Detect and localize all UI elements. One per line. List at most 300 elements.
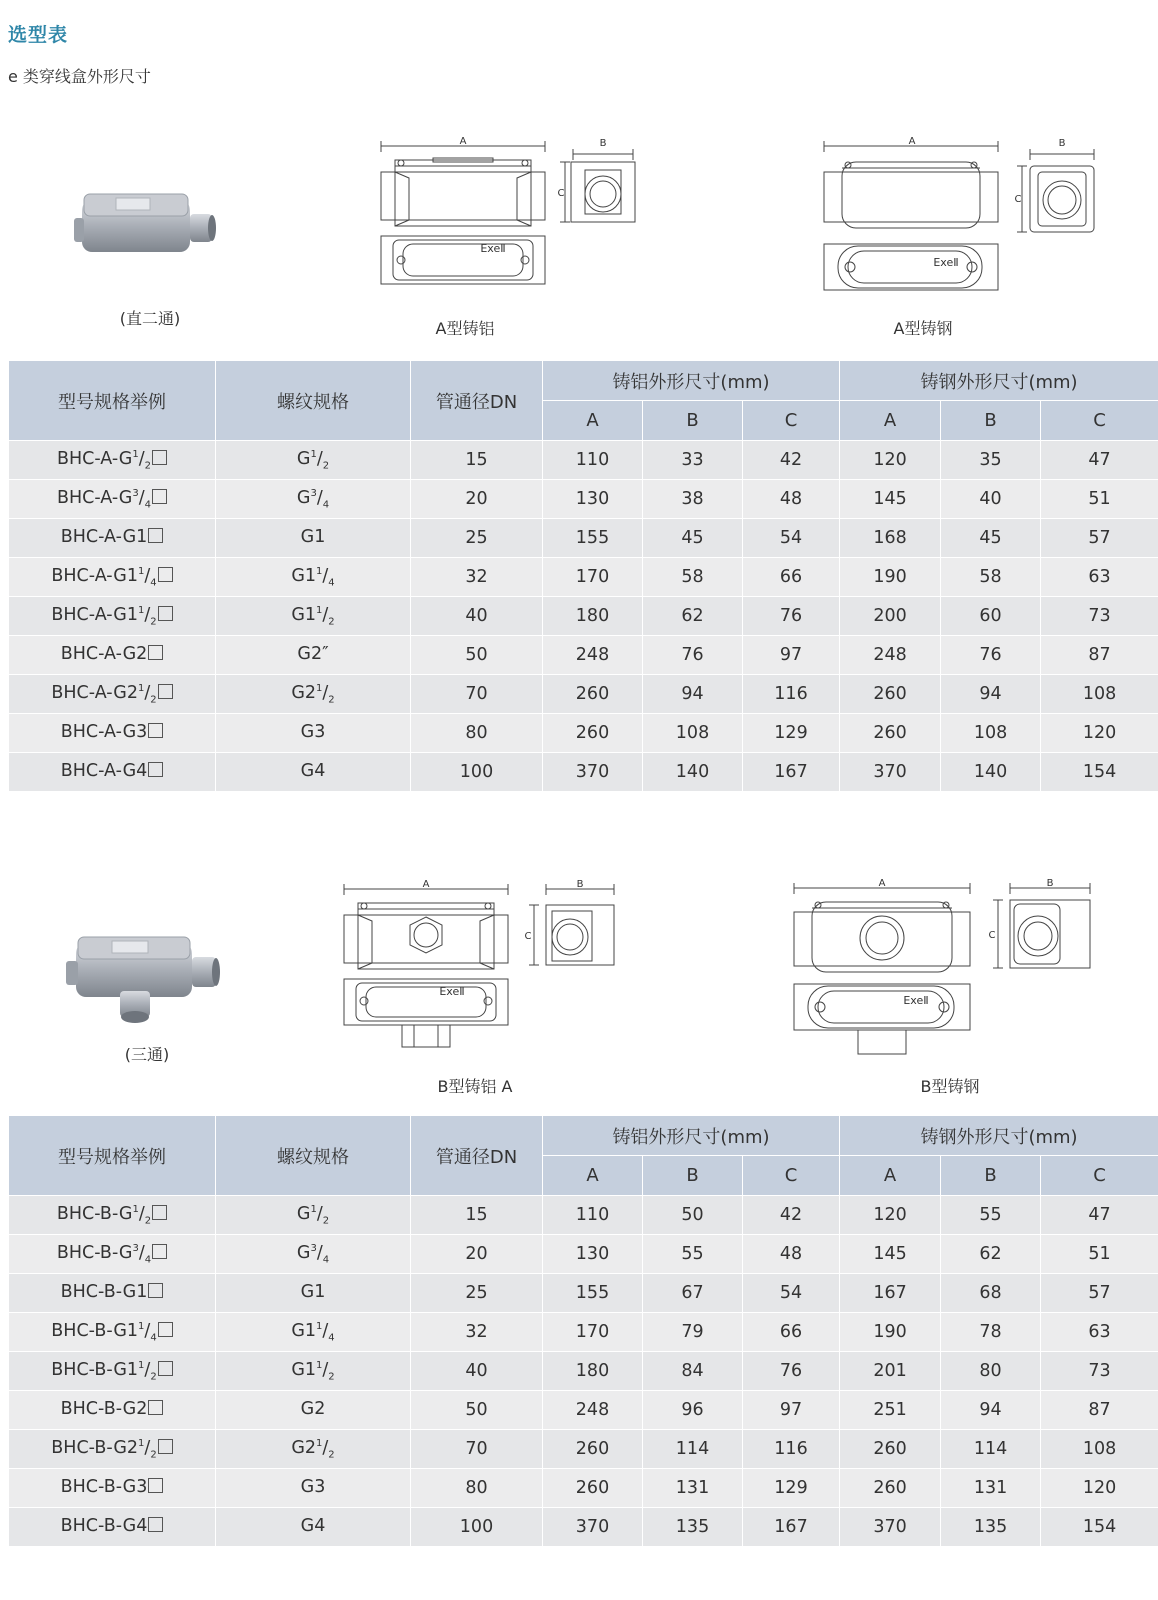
model-text bbox=[51, 1437, 157, 1461]
header-al-c: C bbox=[743, 401, 840, 441]
dim-label-c: C bbox=[524, 931, 532, 942]
table-row bbox=[9, 1391, 1158, 1430]
model-denominator: 2 bbox=[144, 460, 152, 472]
model-text bbox=[56, 448, 152, 472]
cell-model bbox=[9, 597, 216, 636]
cell-al-b: 45 bbox=[643, 519, 743, 558]
model-text bbox=[61, 644, 148, 664]
cell-thread bbox=[216, 441, 411, 480]
table-row bbox=[9, 1508, 1158, 1547]
placeholder-box-icon bbox=[158, 684, 173, 699]
dim-label-a: A bbox=[422, 879, 430, 890]
cell-al-b: 84 bbox=[643, 1352, 743, 1391]
cell-st-b: 135 bbox=[941, 1508, 1041, 1547]
model-numerator: 3 bbox=[132, 487, 139, 499]
cell-al-c: 116 bbox=[743, 1430, 840, 1469]
model-integer: 3 bbox=[136, 721, 148, 742]
cell-thread bbox=[216, 597, 411, 636]
cell-model bbox=[9, 1313, 216, 1352]
cell-al-a: 180 bbox=[543, 1352, 643, 1391]
table-b-body bbox=[9, 1196, 1158, 1547]
model-base: BHC-B-G bbox=[60, 1476, 137, 1497]
thread-text bbox=[301, 1282, 326, 1302]
thread-base: G bbox=[300, 760, 315, 781]
model-numerator: 1 bbox=[138, 1320, 145, 1332]
thread-integer: 4 bbox=[314, 1515, 326, 1536]
model-integer: 1 bbox=[126, 1320, 139, 1341]
thread-base: G bbox=[296, 448, 311, 469]
model-integer: 2 bbox=[126, 682, 138, 703]
cell-dn: 80 bbox=[411, 714, 543, 753]
cell-dn: 70 bbox=[411, 675, 543, 714]
cell-al-a: 260 bbox=[543, 714, 643, 753]
cell-st-c: 87 bbox=[1041, 636, 1158, 675]
cell-al-b: 135 bbox=[643, 1508, 743, 1547]
drawing-b-steel bbox=[788, 872, 1108, 1062]
model-base: BHC-B-G bbox=[56, 1242, 133, 1263]
cell-st-b: 80 bbox=[941, 1352, 1041, 1391]
cell-thread bbox=[216, 675, 411, 714]
header-st-a: A bbox=[840, 401, 941, 441]
model-numerator: 1 bbox=[138, 1359, 145, 1371]
cell-al-c: 48 bbox=[743, 480, 840, 519]
thread-numerator: 1 bbox=[316, 565, 323, 577]
header-aluminum: 铸铝外形尺寸(mm) bbox=[543, 361, 840, 401]
cell-al-c: 66 bbox=[743, 1313, 840, 1352]
cell-al-b: 96 bbox=[643, 1391, 743, 1430]
thread-base: G bbox=[300, 526, 315, 547]
cell-dn: 20 bbox=[411, 1235, 543, 1274]
cell-al-a: 370 bbox=[543, 1508, 643, 1547]
cell-st-a: 260 bbox=[840, 1469, 941, 1508]
cell-st-c: 63 bbox=[1041, 1313, 1158, 1352]
cell-al-b: 33 bbox=[643, 441, 743, 480]
cell-al-b: 76 bbox=[643, 636, 743, 675]
cell-st-b: 60 bbox=[941, 597, 1041, 636]
cell-st-b: 94 bbox=[941, 1391, 1041, 1430]
cell-thread bbox=[216, 714, 411, 753]
model-base: BHC-B-G bbox=[60, 1515, 137, 1536]
dim-label-b: B bbox=[576, 879, 584, 890]
model-text bbox=[51, 1359, 157, 1383]
table-row bbox=[9, 714, 1158, 753]
cell-thread bbox=[216, 636, 411, 675]
page-subtitle: e 类穿线盒外形尺寸 bbox=[8, 67, 151, 86]
thread-integer: 2 bbox=[304, 1437, 317, 1458]
model-text bbox=[61, 722, 148, 742]
model-base: BHC-A-G bbox=[60, 721, 137, 742]
model-text bbox=[61, 1477, 148, 1497]
thread-text bbox=[297, 644, 328, 664]
caption-b-steel: B型铸钢 bbox=[920, 1077, 980, 1096]
thread-slash: / bbox=[322, 1359, 329, 1380]
table-row bbox=[9, 675, 1158, 714]
placeholder-box-icon bbox=[148, 1400, 163, 1415]
header-thread: 螺纹规格 bbox=[216, 361, 411, 441]
dim-label-a: A bbox=[878, 878, 886, 889]
cell-al-b: 108 bbox=[643, 714, 743, 753]
table-row bbox=[9, 1352, 1158, 1391]
thread-base: G bbox=[296, 1242, 311, 1263]
thread-text bbox=[296, 1203, 330, 1227]
table-row bbox=[9, 558, 1158, 597]
cell-st-a: 120 bbox=[840, 1196, 941, 1235]
model-integer: 2 bbox=[136, 643, 148, 664]
cell-st-c: 120 bbox=[1041, 1469, 1158, 1508]
thread-integer: 1 bbox=[304, 565, 317, 586]
header-st-b: B bbox=[941, 1156, 1041, 1196]
cell-st-b: 131 bbox=[941, 1469, 1041, 1508]
cell-al-c: 48 bbox=[743, 1235, 840, 1274]
thread-base: G bbox=[291, 1359, 305, 1380]
cell-al-c: 167 bbox=[743, 753, 840, 792]
table-row bbox=[9, 1313, 1158, 1352]
model-numerator: 1 bbox=[137, 565, 145, 577]
dim-label-c: C bbox=[988, 930, 996, 941]
cell-al-b: 79 bbox=[643, 1313, 743, 1352]
model-slash: / bbox=[144, 1437, 151, 1458]
dim-label-c: C bbox=[557, 188, 565, 199]
cell-st-b: 114 bbox=[941, 1430, 1041, 1469]
cell-dn: 40 bbox=[411, 1352, 543, 1391]
table-row bbox=[9, 1274, 1158, 1313]
cell-st-a: 190 bbox=[840, 558, 941, 597]
model-text bbox=[56, 1242, 152, 1266]
cell-st-c: 51 bbox=[1041, 480, 1158, 519]
cell-st-c: 108 bbox=[1041, 1430, 1158, 1469]
placeholder-box-icon bbox=[148, 1517, 163, 1532]
cell-st-a: 201 bbox=[840, 1352, 941, 1391]
model-denominator: 2 bbox=[150, 616, 157, 628]
model-text bbox=[61, 1399, 148, 1419]
photo-caption-straight: (直二通) bbox=[119, 309, 181, 328]
placeholder-box-icon bbox=[148, 1478, 163, 1493]
thread-slash: / bbox=[322, 1320, 329, 1341]
cell-dn: 100 bbox=[411, 753, 543, 792]
model-slash: / bbox=[138, 1203, 145, 1224]
thread-slash: / bbox=[316, 487, 323, 508]
model-integer: 1 bbox=[126, 565, 138, 586]
product-photo-tee bbox=[62, 925, 232, 1030]
cell-thread bbox=[216, 1274, 411, 1313]
model-slash: / bbox=[138, 487, 145, 508]
thread-integer: 3 bbox=[314, 1476, 326, 1497]
cell-st-a: 251 bbox=[840, 1391, 941, 1430]
thread-numerator: 1 bbox=[316, 1359, 323, 1371]
dim-label-b: B bbox=[1046, 878, 1054, 889]
thread-integer: 1 bbox=[314, 526, 326, 547]
cell-dn: 15 bbox=[411, 1196, 543, 1235]
cell-thread bbox=[216, 519, 411, 558]
thread-denominator: 2 bbox=[322, 460, 330, 472]
thread-base: G bbox=[297, 643, 311, 664]
thread-base: G bbox=[300, 1476, 315, 1497]
model-denominator: 2 bbox=[150, 1449, 157, 1461]
model-base: BHC-A-G bbox=[60, 526, 137, 547]
model-slash: / bbox=[144, 682, 151, 703]
thread-numerator: 1 bbox=[316, 1320, 323, 1332]
drawing-b-aluminum bbox=[338, 875, 628, 1055]
cell-st-c: 120 bbox=[1041, 714, 1158, 753]
spec-table-b bbox=[8, 1115, 1158, 1547]
placeholder-box-icon bbox=[158, 606, 173, 621]
cell-st-b: 62 bbox=[941, 1235, 1041, 1274]
cell-st-c: 73 bbox=[1041, 1352, 1158, 1391]
thread-slash: / bbox=[316, 1203, 323, 1224]
cell-model bbox=[9, 1469, 216, 1508]
cell-al-a: 130 bbox=[543, 1235, 643, 1274]
placeholder-box-icon bbox=[148, 723, 163, 738]
cell-al-c: 116 bbox=[743, 675, 840, 714]
cell-al-a: 370 bbox=[543, 753, 643, 792]
cell-st-b: 55 bbox=[941, 1196, 1041, 1235]
cell-st-c: 51 bbox=[1041, 1235, 1158, 1274]
table-row bbox=[9, 636, 1158, 675]
model-slash: / bbox=[144, 565, 151, 586]
cell-model bbox=[9, 675, 216, 714]
thread-slash: / bbox=[322, 1437, 329, 1458]
cell-al-b: 94 bbox=[643, 675, 743, 714]
thread-text bbox=[291, 1359, 335, 1383]
model-base: BHC-B-G bbox=[51, 1437, 127, 1458]
cell-al-c: 129 bbox=[743, 714, 840, 753]
cell-model bbox=[9, 519, 216, 558]
model-slash: / bbox=[144, 1359, 151, 1380]
cell-dn: 50 bbox=[411, 1391, 543, 1430]
cell-model bbox=[9, 1352, 216, 1391]
model-slash: / bbox=[138, 1242, 145, 1263]
model-denominator: 4 bbox=[150, 1332, 157, 1344]
dim-label-a: A bbox=[908, 136, 916, 147]
cell-al-b: 131 bbox=[643, 1469, 743, 1508]
model-integer: 1 bbox=[126, 1359, 139, 1380]
model-base: BHC-B-G bbox=[51, 1320, 127, 1341]
cell-al-b: 140 bbox=[643, 753, 743, 792]
model-text bbox=[51, 604, 157, 628]
placeholder-box-icon bbox=[152, 1205, 167, 1220]
cell-al-b: 114 bbox=[643, 1430, 743, 1469]
cell-thread bbox=[216, 1508, 411, 1547]
cell-st-a: 370 bbox=[840, 1508, 941, 1547]
cell-al-c: 54 bbox=[743, 519, 840, 558]
header-aluminum: 铸铝外形尺寸(mm) bbox=[543, 1116, 840, 1156]
cell-st-b: 78 bbox=[941, 1313, 1041, 1352]
model-base: BHC-A-G bbox=[60, 643, 137, 664]
cell-st-c: 108 bbox=[1041, 675, 1158, 714]
table-row bbox=[9, 1235, 1158, 1274]
cell-st-b: 68 bbox=[941, 1274, 1041, 1313]
model-integer: 1 bbox=[136, 526, 148, 547]
thread-denominator: 2 bbox=[328, 616, 335, 628]
cell-al-b: 62 bbox=[643, 597, 743, 636]
model-slash: / bbox=[138, 448, 145, 469]
model-numerator: 1 bbox=[132, 1203, 139, 1215]
cell-dn: 25 bbox=[411, 1274, 543, 1313]
model-text bbox=[61, 527, 148, 547]
cell-st-b: 140 bbox=[941, 753, 1041, 792]
model-numerator: 1 bbox=[137, 604, 145, 616]
cell-model bbox=[9, 480, 216, 519]
thread-integer: 1 bbox=[304, 1320, 317, 1341]
cell-model bbox=[9, 1508, 216, 1547]
cell-st-c: 47 bbox=[1041, 441, 1158, 480]
cell-al-a: 155 bbox=[543, 519, 643, 558]
model-base: BHC-A-G bbox=[56, 448, 133, 469]
model-text bbox=[51, 1320, 157, 1344]
photo-caption-tee: (三通) bbox=[124, 1045, 170, 1064]
header-model: 型号规格举例 bbox=[9, 1116, 216, 1196]
thread-text bbox=[301, 1477, 326, 1497]
model-text bbox=[61, 1282, 148, 1302]
cell-al-a: 170 bbox=[543, 1313, 643, 1352]
dim-label-b: B bbox=[1058, 138, 1066, 149]
caption-b-aluminum: B型铸铝 A bbox=[437, 1077, 513, 1096]
cell-model bbox=[9, 714, 216, 753]
cell-thread bbox=[216, 1391, 411, 1430]
cell-al-a: 260 bbox=[543, 675, 643, 714]
cell-st-b: 45 bbox=[941, 519, 1041, 558]
cell-st-c: 57 bbox=[1041, 519, 1158, 558]
cell-st-b: 94 bbox=[941, 675, 1041, 714]
placeholder-box-icon bbox=[148, 528, 163, 543]
placeholder-box-icon bbox=[152, 489, 167, 504]
cell-model bbox=[9, 1391, 216, 1430]
model-numerator: 1 bbox=[138, 1437, 145, 1449]
model-text bbox=[51, 682, 157, 706]
thread-slash: / bbox=[316, 1242, 323, 1263]
thread-integer: 1 bbox=[304, 1359, 317, 1380]
model-integer: 4 bbox=[136, 760, 148, 781]
cell-dn: 32 bbox=[411, 1313, 543, 1352]
model-base: BHC-A-G bbox=[60, 760, 137, 781]
model-base: BHC-B-G bbox=[51, 1359, 127, 1380]
cell-dn: 25 bbox=[411, 519, 543, 558]
model-text bbox=[56, 1203, 152, 1227]
cell-st-b: 76 bbox=[941, 636, 1041, 675]
cell-al-c: 54 bbox=[743, 1274, 840, 1313]
thread-base: G bbox=[291, 565, 305, 586]
thread-base: G bbox=[291, 1437, 305, 1458]
thread-slash: / bbox=[316, 448, 323, 469]
thread-slash: / bbox=[322, 565, 329, 586]
cell-st-b: 108 bbox=[941, 714, 1041, 753]
placeholder-box-icon bbox=[158, 1361, 173, 1376]
table-row bbox=[9, 1469, 1158, 1508]
cell-st-b: 40 bbox=[941, 480, 1041, 519]
cell-st-a: 248 bbox=[840, 636, 941, 675]
header-al-c: C bbox=[743, 1156, 840, 1196]
drawing-a-steel bbox=[818, 132, 1108, 297]
cell-dn: 80 bbox=[411, 1469, 543, 1508]
cell-dn: 32 bbox=[411, 558, 543, 597]
model-integer: 4 bbox=[136, 1515, 148, 1536]
model-base: BHC-B-G bbox=[60, 1398, 137, 1419]
header-st-c: C bbox=[1041, 1156, 1158, 1196]
thread-denominator: 2 bbox=[328, 1449, 335, 1461]
thread-denominator: 4 bbox=[322, 499, 330, 511]
model-integer: 1 bbox=[126, 604, 138, 625]
cell-al-a: 110 bbox=[543, 1196, 643, 1235]
caption-a-aluminum: A型铸铝 bbox=[435, 319, 495, 338]
cell-model bbox=[9, 1274, 216, 1313]
thread-integer: 4 bbox=[314, 760, 326, 781]
cell-st-b: 58 bbox=[941, 558, 1041, 597]
header-al-a: A bbox=[543, 401, 643, 441]
cell-al-c: 42 bbox=[743, 1196, 840, 1235]
cell-thread bbox=[216, 480, 411, 519]
cell-model bbox=[9, 636, 216, 675]
cell-dn: 70 bbox=[411, 1430, 543, 1469]
cell-al-a: 110 bbox=[543, 441, 643, 480]
header-al-a: A bbox=[543, 1156, 643, 1196]
header-st-a: A bbox=[840, 1156, 941, 1196]
thread-integer: 1 bbox=[304, 604, 317, 625]
cell-st-a: 190 bbox=[840, 1313, 941, 1352]
thread-numerator: 1 bbox=[316, 604, 323, 616]
model-numerator: 1 bbox=[132, 448, 139, 460]
table-row bbox=[9, 1430, 1158, 1469]
cell-al-b: 38 bbox=[643, 480, 743, 519]
placeholder-box-icon bbox=[152, 450, 167, 465]
cell-model bbox=[9, 1430, 216, 1469]
thread-text bbox=[296, 1242, 330, 1266]
model-denominator: 2 bbox=[150, 1371, 157, 1383]
nameplate-text: ExeⅡ bbox=[480, 242, 506, 255]
header-al-b: B bbox=[643, 1156, 743, 1196]
thread-integer: 2″ bbox=[310, 643, 329, 664]
model-base: BHC-A-G bbox=[56, 487, 133, 508]
table-row bbox=[9, 597, 1158, 636]
thread-base: G bbox=[296, 487, 311, 508]
placeholder-box-icon bbox=[148, 1283, 163, 1298]
thread-numerator: 1 bbox=[310, 1203, 317, 1215]
thread-integer: 2 bbox=[314, 1398, 326, 1419]
table-row bbox=[9, 441, 1158, 480]
thread-numerator: 3 bbox=[310, 487, 317, 499]
model-denominator: 4 bbox=[144, 1254, 152, 1266]
thread-text bbox=[291, 604, 335, 628]
cell-al-a: 248 bbox=[543, 636, 643, 675]
cell-dn: 20 bbox=[411, 480, 543, 519]
thread-text bbox=[301, 761, 326, 781]
table-row bbox=[9, 1196, 1158, 1235]
thread-base: G bbox=[300, 1398, 315, 1419]
cell-model bbox=[9, 1196, 216, 1235]
model-base: BHC-A-G bbox=[51, 604, 127, 625]
thread-denominator: 4 bbox=[322, 1254, 330, 1266]
cell-st-a: 260 bbox=[840, 675, 941, 714]
cell-thread bbox=[216, 753, 411, 792]
model-integer: 2 bbox=[126, 1437, 139, 1458]
model-denominator: 2 bbox=[144, 1215, 152, 1227]
model-denominator: 4 bbox=[150, 577, 157, 589]
nameplate-text: ExeⅡ bbox=[933, 256, 959, 269]
model-base: BHC-A-G bbox=[51, 682, 127, 703]
cell-st-a: 120 bbox=[840, 441, 941, 480]
cell-al-b: 58 bbox=[643, 558, 743, 597]
placeholder-box-icon bbox=[158, 1439, 173, 1454]
dim-label-a: A bbox=[459, 136, 467, 147]
cell-st-a: 168 bbox=[840, 519, 941, 558]
header-thread: 螺纹规格 bbox=[216, 1116, 411, 1196]
model-integer: 3 bbox=[136, 1476, 148, 1497]
thread-text bbox=[291, 1437, 335, 1461]
thread-base: G bbox=[291, 1320, 305, 1341]
spec-table-a bbox=[8, 360, 1158, 792]
thread-text bbox=[301, 527, 326, 547]
cell-thread bbox=[216, 558, 411, 597]
thread-base: G bbox=[300, 1281, 315, 1302]
